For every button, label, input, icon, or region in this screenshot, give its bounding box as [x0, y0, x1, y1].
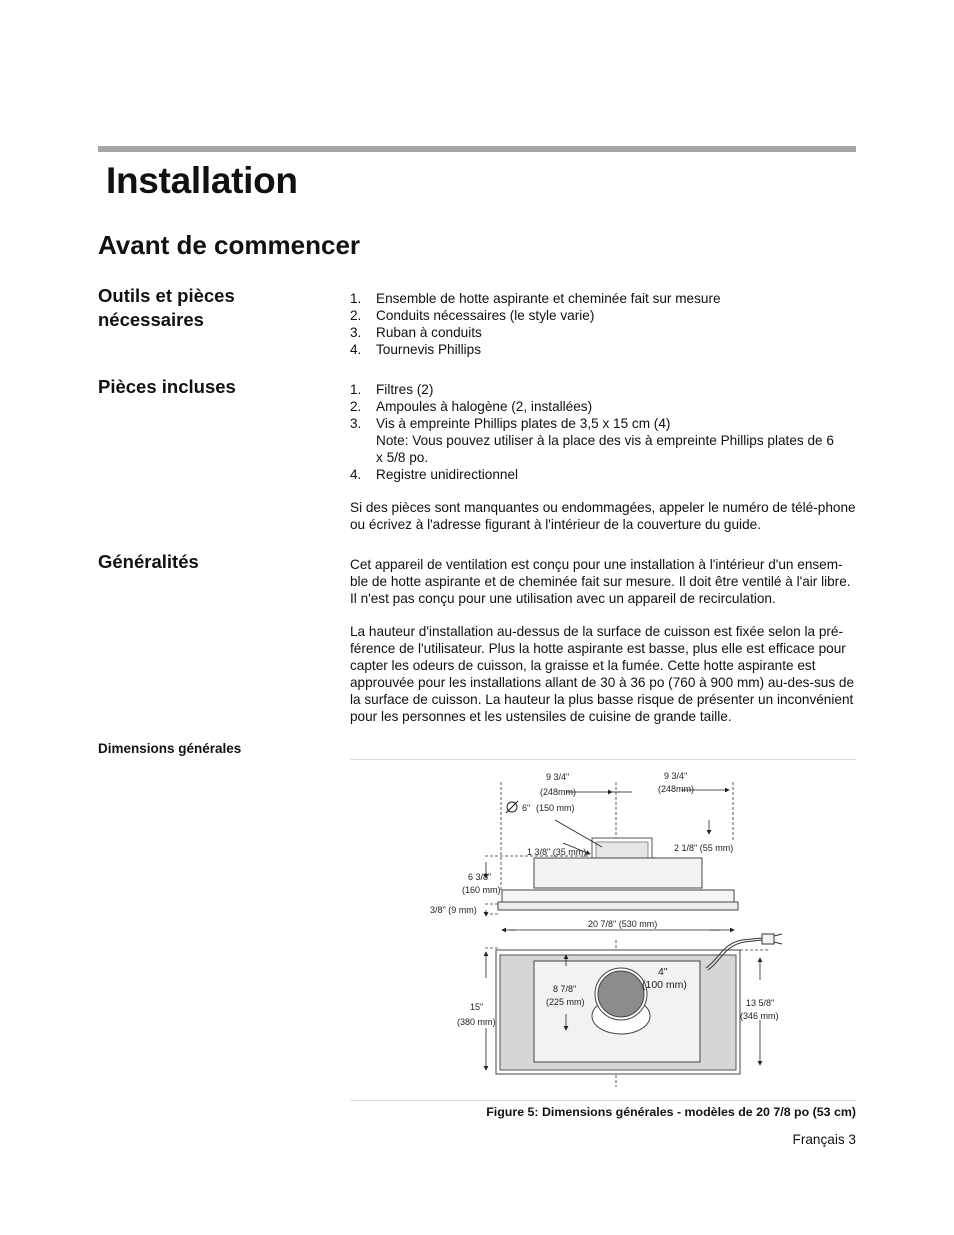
page-footer: Français 3 [792, 1132, 856, 1147]
dim-depth-a: 15" [470, 1002, 484, 1012]
dim-collar-right: 2 1/8" (55 mm) [674, 843, 734, 853]
section-title: Avant de commencer [98, 230, 361, 260]
general-paragraph-1: Cet appareil de ventilation est conçu pour une installation à l'intérieur d'un ensem-ble de hotte aspirante et de cheminée fait sur mesure. Il doit être ventilé à l'air libre. Il n'est pas conçu pour une utilisation avec un appareil de recirculation. [350, 557, 851, 606]
list-item: 1. Ensemble de hotte aspirante et cheminée fait sur mesure [350, 291, 721, 306]
list-item: 1. Filtres (2) [350, 382, 434, 397]
tools-heading: Outils et pièces nécessaires [98, 285, 235, 330]
page-title: Installation [106, 160, 298, 201]
dim-duct-b: (150 mm) [536, 803, 575, 813]
dim-depth-b: (380 mm) [457, 1017, 496, 1027]
figure-bottom-rule [350, 1100, 856, 1101]
missing-parts-text: Si des pièces sont manquantes ou endommagées, appeler le numéro de télé-phone ou écrivez à l'adresse figurant à l'intérieur de la couverture du guide. [350, 500, 856, 532]
parts-heading: Pièces incluses [98, 376, 236, 397]
figure-caption: Figure 5: Dimensions générales - modèles de 20 7/8 po (53 cm) [486, 1105, 856, 1119]
dim-inner-b: (225 mm) [546, 997, 585, 1007]
list-item: 3. Vis à empreinte Phillips plates de 3,5 x 15 cm (4) Note: Vous pouvez utiliser à la place des vis à empreinte Phillips plates de 6 x 5/8 po. [350, 415, 858, 466]
dim-right-top-a: 9 3/4" [664, 771, 688, 781]
dimensions-heading: Dimensions générales [98, 741, 242, 756]
list-item: 3. Ruban à conduits [350, 325, 482, 340]
dim-blower-a: 4" [658, 966, 668, 978]
list-item: 4. Tournevis Phillips [350, 342, 482, 357]
hood-bottom-view [496, 950, 740, 1074]
figure-top-rule [350, 759, 856, 760]
list-item: 4. Registre unidirectionnel [350, 467, 519, 482]
dim-left-top-b: (248mm) [540, 787, 577, 797]
dim-height-a: 6 3/8" [468, 872, 492, 882]
dim-inner-a: 8 7/8" [553, 984, 577, 994]
list-item: 2. Conduits nécessaires (le style varie) [350, 308, 595, 323]
dim-inner-depth-a: 13 5/8" [746, 998, 775, 1008]
parts-list [350, 381, 858, 483]
dim-duct-a: 6" [522, 803, 531, 813]
title-rule [98, 146, 856, 152]
dim-lip: 3/8" (9 mm) [430, 905, 477, 915]
dim-inner-depth-b: (346 mm) [740, 1011, 779, 1021]
parts-note: Note: Vous pouvez utiliser à la place des vis à empreinte Phillips plates de 6 x 5/8 po. [376, 433, 834, 465]
dimensions-diagram [350, 762, 856, 1098]
dim-height-b: (160 mm) [462, 885, 501, 895]
dim-width: 20 7/8" (530 mm) [588, 919, 658, 929]
dim-left-top-a: 9 3/4" [546, 772, 570, 782]
dim-collar-left: 1 3/8" (35 mm) [527, 847, 587, 857]
tools-list [350, 290, 858, 358]
list-item: 2. Ampoules à halogène (2, installées) [350, 399, 593, 414]
dim-right-top-b: (248mm) [658, 784, 695, 794]
dim-blower-b: (100 mm) [642, 979, 687, 991]
general-heading: Généralités [98, 551, 199, 572]
general-paragraph-2: La hauteur d'installation au-dessus de la surface de cuisson est fixée selon la pré-férence de l'utilisateur. Plus la hotte aspirante est basse, plus elle est efficace pour capter les odeurs de cuisson, la graisse et la fumée. Cette hotte aspirante est approuvée pour les installations allant de 30 à 36 po (760 à 900 mm) au-des-sus de la surface de cuisson. La hauteur la plus basse risque de présenter un inconvénient pour les personnes et les ustensiles de cuisine de grande taille. [350, 624, 855, 724]
